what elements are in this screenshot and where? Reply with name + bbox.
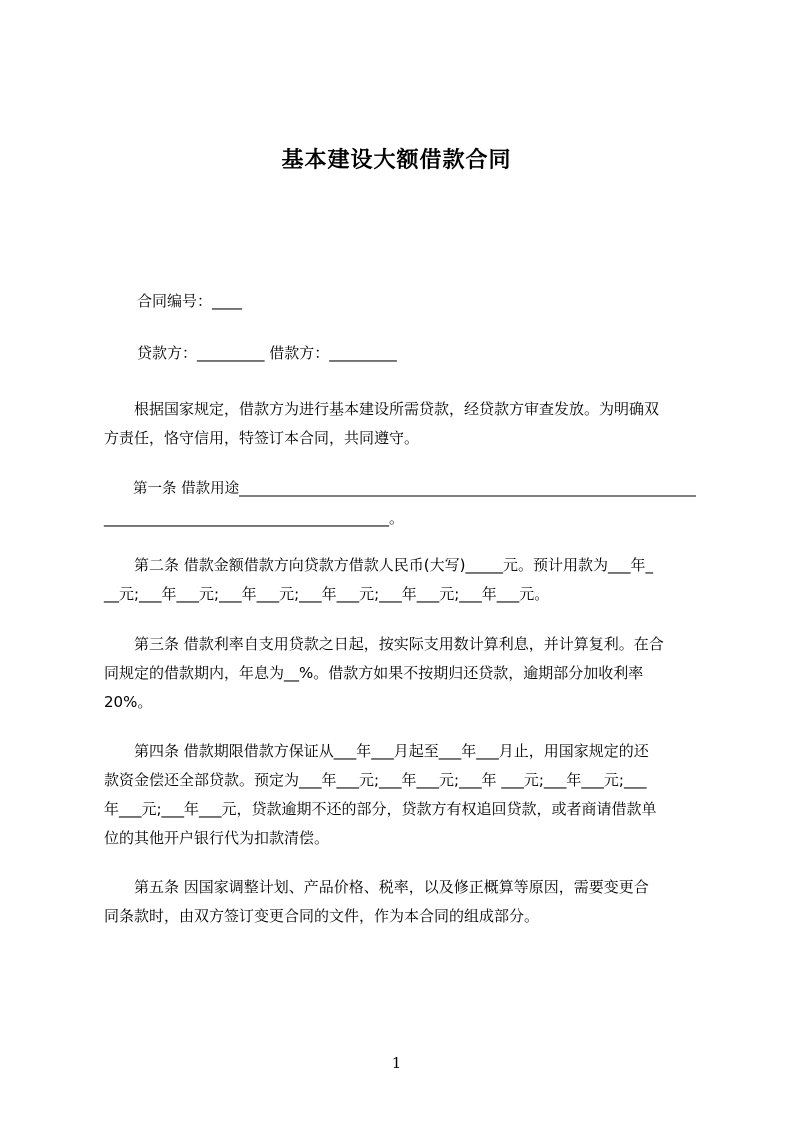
article-line: 位的其他开户银行代为扣款清偿。 xyxy=(104,829,330,847)
article-line: ______________________________________。 xyxy=(104,509,405,527)
contract-number: 合同编号：____ xyxy=(137,292,243,310)
article-1 xyxy=(104,475,704,533)
article-line: 同条款时，由双方签订变更合同的文件，作为本合同的组成部分。 xyxy=(104,907,540,925)
article-line: 第五条 因国家调整计划、产品价格、税率，以及修正概算等原因，需要变更合 xyxy=(104,878,649,896)
article-4 xyxy=(104,737,704,853)
article-line: 20%。 xyxy=(104,693,153,711)
document-title: 基本建设大额借款合同 xyxy=(281,148,512,173)
article-line: 同规定的借款期内，年息为__%。借款方如果不按期归还贷款，逾期部分加收利率 xyxy=(104,664,644,682)
intro-paragraph xyxy=(104,395,704,453)
article-line: 第二条 借款金额借款方向贷款方借款人民币(大写)_____元。预计用款为___年_ xyxy=(104,556,653,574)
article-line: 年___元;___年___元，贷款逾期不还的部分，贷款方有权追回贷款，或者商请借款单 xyxy=(104,800,657,818)
article-line: 款资金偿还全部贷款。预定为___年___元;___年___元;___年 ___元;___年___元;___ xyxy=(104,771,647,789)
article-5 xyxy=(104,873,704,931)
page-number: 1 xyxy=(391,1054,402,1072)
intro-line: 根据国家规定，借款方为进行基本建设所需贷款，经贷款方审查发放。为明确双 xyxy=(104,400,660,418)
article-line: 第四条 借款期限借款方保证从___年___月起至___年___月止，用国家规定的还 xyxy=(104,742,649,760)
parties-line: 贷款方：_________ 借款方：_________ xyxy=(137,344,397,362)
article-line: 第一条 借款用途_______________________________________________________________ xyxy=(104,481,696,497)
article-2 xyxy=(104,551,704,609)
article-line: 第三条 借款利率自支用贷款之日起，按实际支用数计算利息，并计算复利。在合 xyxy=(104,635,664,653)
intro-line: 方责任，恪守信用，特签订本合同，共同遵守。 xyxy=(104,429,420,447)
article-3 xyxy=(104,630,704,717)
article-line: __元;___年___元;___年___元;___年___元;___年___元;___年___元。 xyxy=(104,585,550,603)
